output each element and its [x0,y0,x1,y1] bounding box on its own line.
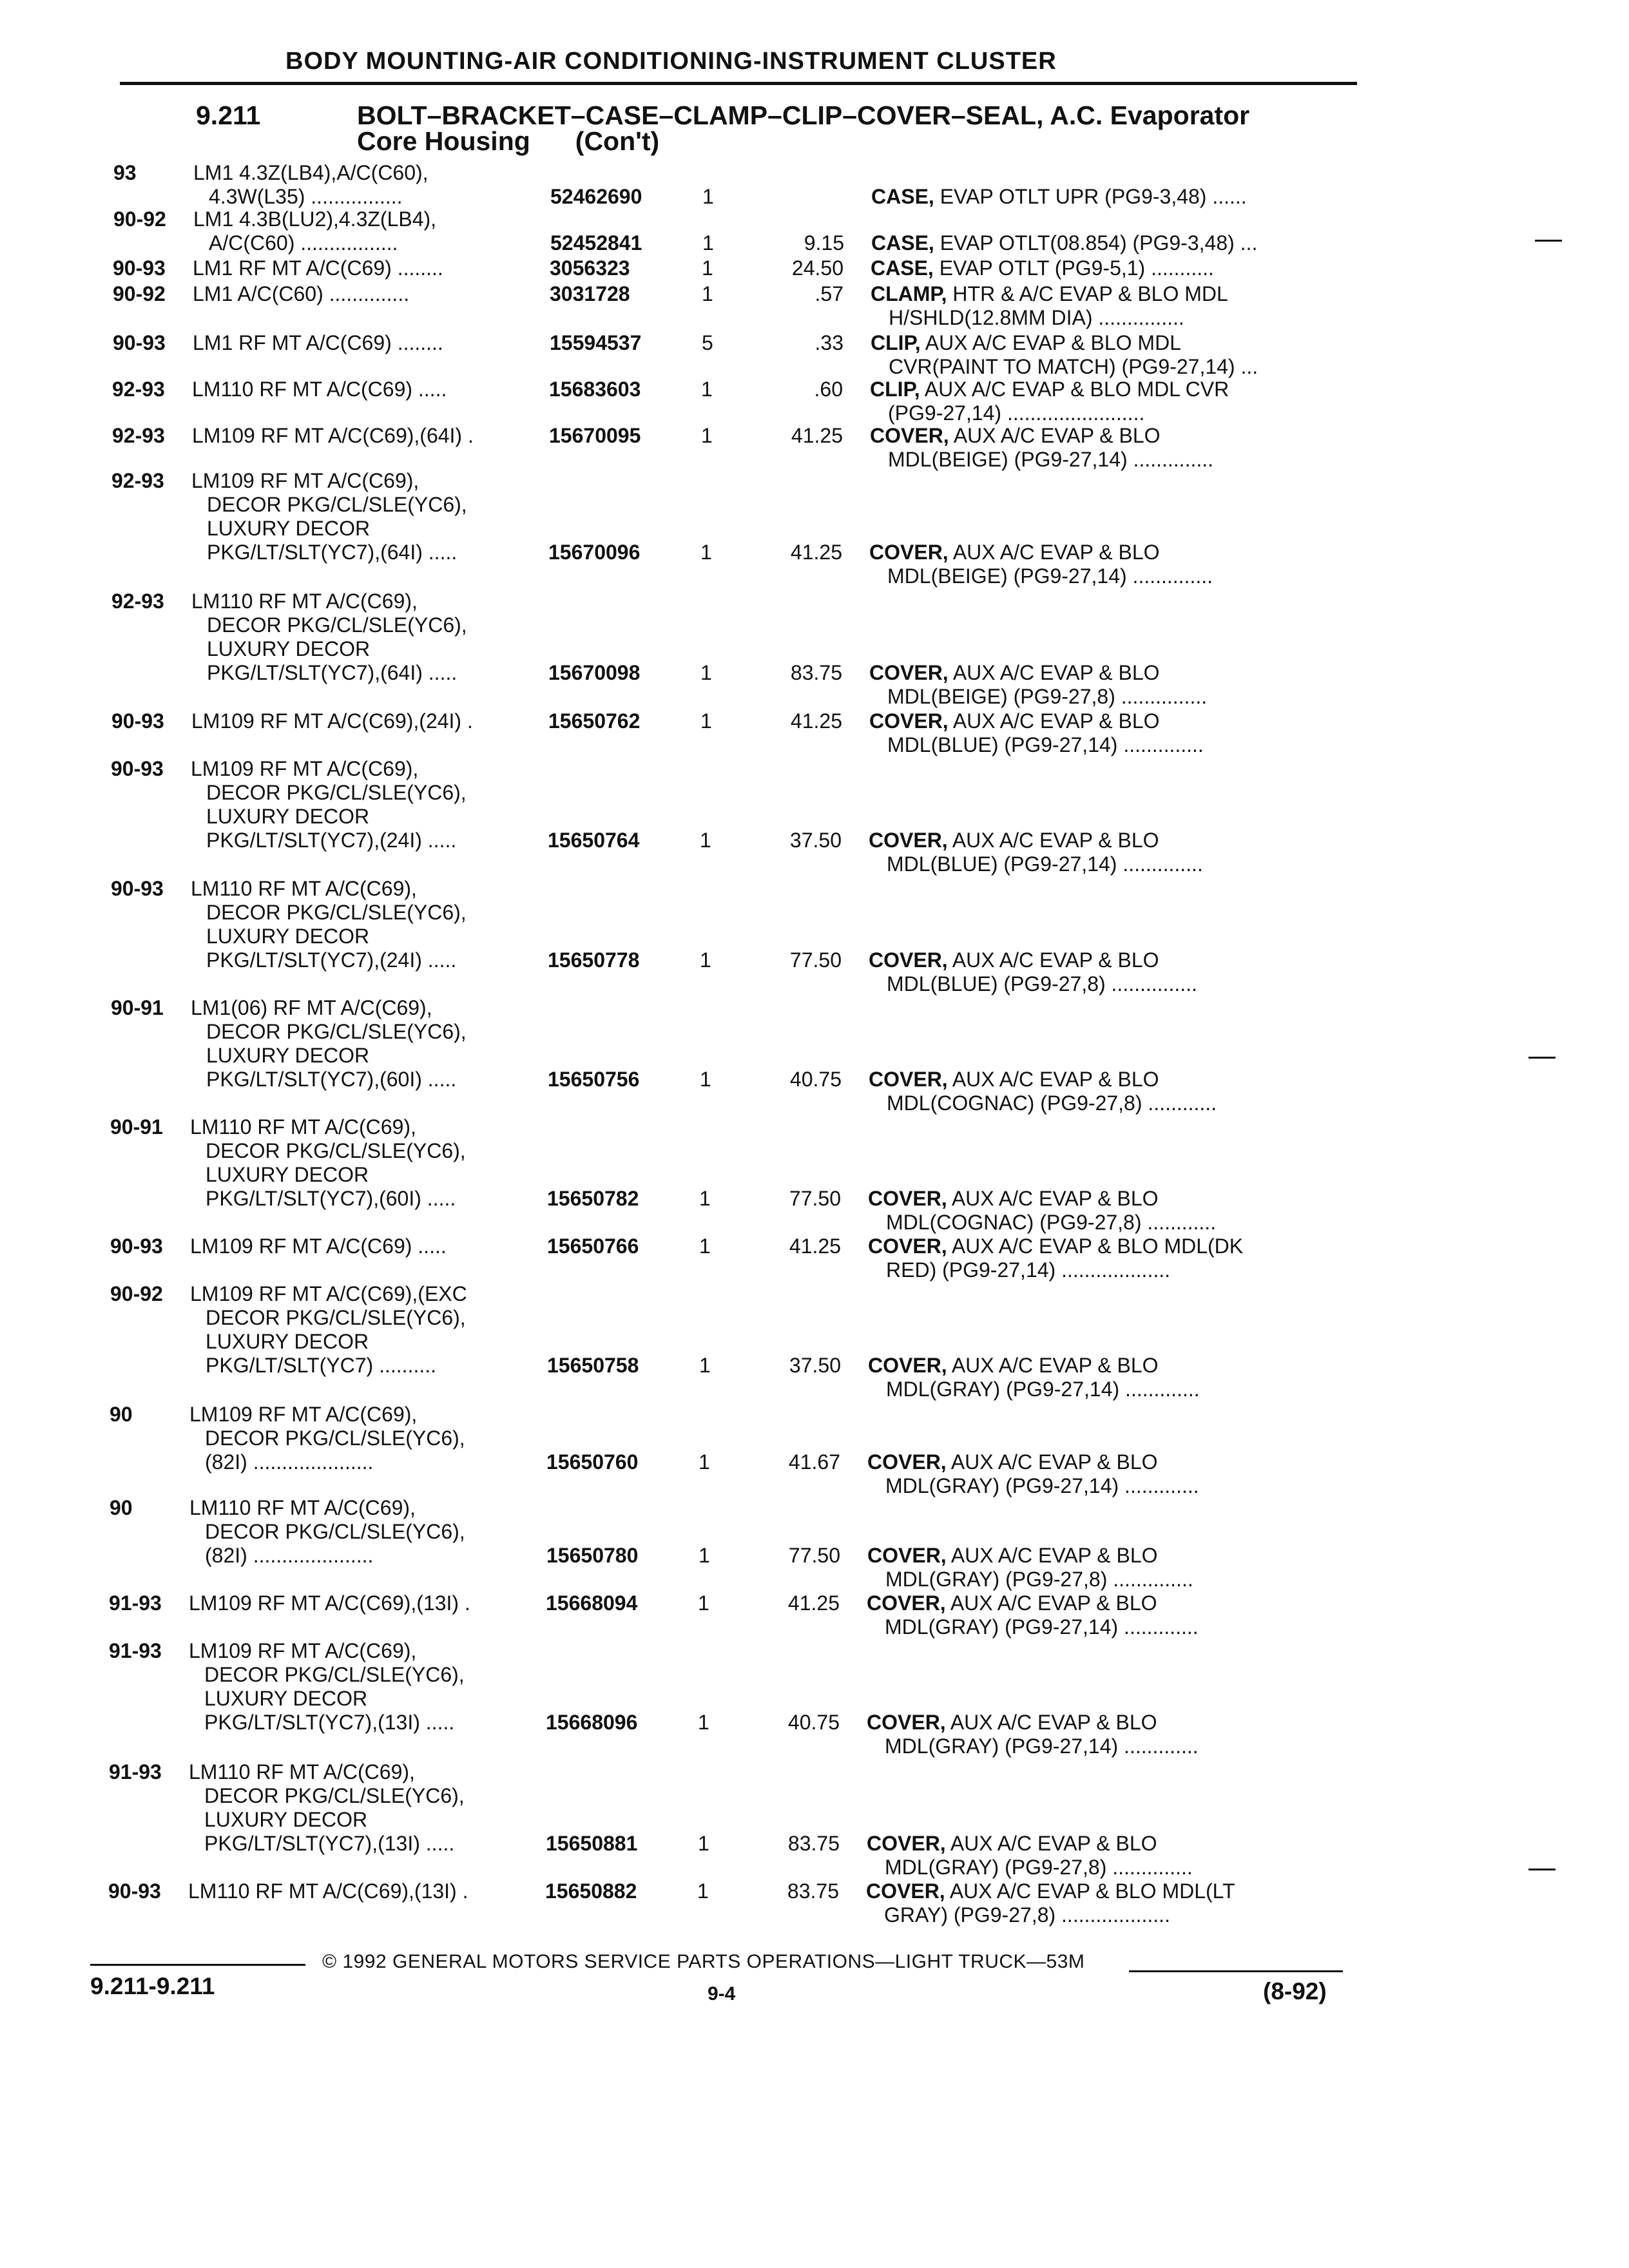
price: 41.25 [791,424,843,447]
part-number: 15650782 [547,1187,639,1210]
part-name-line: MDL(GRAY) (PG9-27,8) .............. [885,1568,1193,1591]
model-years: 90-92 [113,282,166,305]
description-line: DECOR PKG/CL/SLE(YC6), [206,781,467,804]
model-years: 90-93 [108,1879,161,1903]
part-name [869,709,1204,757]
part-type: COVER, [867,1711,946,1734]
quantity: 1 [699,1544,710,1567]
copyright-notice: © 1992 GENERAL MOTORS SERVICE PARTS OPERATIONS—LIGHT TRUCK—53M [322,1951,1085,1972]
price: 41.67 [788,1450,840,1474]
part-name-line: COVER, AUX A/C EVAP & BLO [869,541,1160,564]
part-number: 15650758 [547,1354,639,1377]
part-type: COVER, [869,1068,948,1091]
quantity: 1 [701,424,713,447]
margin-tick [1528,1057,1556,1059]
part-number: 15650882 [545,1879,637,1903]
part-type: COVER, [870,424,949,447]
part-name-line: COVER, AUX A/C EVAP & BLO [868,1354,1159,1377]
part-name-line: CLIP, AUX A/C EVAP & BLO MDL [871,331,1181,354]
section-subtitle-text: Core Housing [357,126,530,156]
description-line: LM110 RF MT A/C(C69), [191,877,417,900]
description-line: LM1 RF MT A/C(C69) ........ [193,256,443,280]
application-description [191,469,467,564]
part-number: 15670095 [549,424,641,447]
application-description [191,709,473,733]
model-years: 92-93 [111,590,164,613]
description-line: LM110 RF MT A/C(C69), [190,1115,416,1139]
description-line: LUXURY DECOR [206,805,370,828]
part-number: 52462690 [550,185,642,208]
model-years: 92-93 [112,378,165,401]
part-name-line: MDL(COGNAC) (PG9-27,8) ............ [887,1091,1217,1115]
application-description [190,1282,467,1378]
part-number: 15650760 [546,1450,639,1474]
part-name [867,1450,1199,1498]
part-name [871,331,1258,379]
page-number: 9-4 [708,1983,736,2004]
description-line: DECOR PKG/CL/SLE(YC6), [204,1663,465,1686]
part-name-line: CASE, EVAP OTLT(08.854) (PG9-3,48) ... [871,231,1258,255]
part-name-line: H/SHLD(12.8MM DIA) ............... [889,306,1184,329]
application-description [190,1235,447,1258]
model-years: 90-92 [110,1282,163,1305]
margin-tick [1528,1869,1556,1870]
description-line: LM1 4.3B(LU2),4.3Z(LB4), [193,207,437,231]
part-name-line: MDL(BEIGE) (PG9-27,8) ............... [887,685,1208,708]
part-number: 15668096 [546,1711,638,1734]
quantity: 1 [699,1354,711,1377]
quantity: 1 [699,1450,710,1474]
part-number: 15683603 [549,378,641,401]
page-title: BODY MOUNTING-AIR CONDITIONING-INSTRUMENT CLUSTER [285,48,1057,75]
part-name-line: COVER, AUX A/C EVAP & BLO [869,948,1159,972]
description-line: LM109 RF MT A/C(C69),(13I) . [189,1591,470,1615]
quantity: 1 [700,709,712,733]
part-number: 15650764 [548,829,640,852]
description-line: LM109 RF MT A/C(C69) ..... [190,1235,447,1258]
part-name [870,378,1229,425]
application-description [193,256,443,280]
quantity: 5 [702,331,713,354]
description-line: LM1 4.3Z(LB4),A/C(C60), [193,161,429,184]
part-name-line: MDL(BEIGE) (PG9-27,14) .............. [887,564,1213,588]
part-name-line: CASE, EVAP OTLT (PG9-5,1) ........... [871,256,1214,280]
part-number: 15670098 [548,661,641,684]
part-name-line: COVER, AUX A/C EVAP & BLO MDL(DK [868,1235,1244,1258]
description-line: LM109 RF MT A/C(C69),(EXC [190,1282,467,1305]
model-years: 90-93 [111,757,164,780]
model-years: 90-93 [110,1235,163,1258]
description-line: LUXURY DECOR [206,1044,370,1067]
description-line: A/C(C60) ................. [209,231,398,255]
part-type: COVER, [868,1354,947,1377]
price: 41.25 [787,1591,840,1615]
part-name-line: MDL(GRAY) (PG9-27,14) ............. [885,1615,1199,1639]
description-line: LM109 RF MT A/C(C69), [189,1403,418,1426]
description-line: LM109 RF MT A/C(C69),(24I) . [191,709,473,733]
description-line: DECOR PKG/CL/SLE(YC6), [206,901,467,924]
part-name [871,185,1247,209]
model-years: 91-93 [109,1591,162,1615]
part-name-line: COVER, AUX A/C EVAP & BLO [867,1544,1158,1567]
part-name-line: COVER, AUX A/C EVAP & BLO [867,1711,1157,1734]
quantity: 1 [702,256,713,280]
quantity: 1 [700,948,711,972]
model-years: 92-93 [111,469,164,492]
section-number: 9.211 [196,101,261,130]
price: 83.75 [787,1879,839,1903]
price: 77.50 [789,948,842,972]
section-continued: (Con't) [575,126,660,156]
part-number: 15650762 [548,709,641,733]
description-line: PKG/LT/SLT(YC7),(64I) ..... [207,661,458,684]
part-number: 15670096 [548,541,641,564]
description-line: PKG/LT/SLT(YC7) .......... [206,1354,436,1377]
quantity: 1 [700,829,711,852]
model-years: 90-92 [113,207,166,231]
price: 37.50 [789,1354,841,1377]
description-line: LM109 RF MT A/C(C69),(64I) . [192,424,474,447]
model-years: 90-93 [113,256,166,280]
description-line: PKG/LT/SLT(YC7),(60I) ..... [206,1187,456,1210]
part-name [867,1711,1199,1758]
description-line: PKG/LT/SLT(YC7),(13I) ..... [204,1832,455,1855]
price: 83.75 [787,1832,840,1855]
part-name-line: COVER, AUX A/C EVAP & BLO [870,424,1161,447]
price: 40.75 [789,1068,842,1091]
part-number: 15594537 [550,331,642,354]
description-line: DECOR PKG/CL/SLE(YC6), [204,1784,465,1807]
quantity: 1 [700,1068,711,1091]
model-years: 90-93 [113,331,166,354]
part-type: COVER, [868,1187,947,1210]
part-type: COVER, [869,661,949,684]
description-line: (82I) ..................... [205,1450,374,1474]
part-name-line: COVER, AUX A/C EVAP & BLO [867,1832,1157,1855]
application-description [193,161,429,209]
description-line: LUXURY DECOR [206,925,370,948]
quantity: 1 [700,661,712,684]
part-name-line: CASE, EVAP OTLT UPR (PG9-3,48) ...... [871,185,1247,208]
part-name [867,1591,1199,1639]
application-description [191,590,467,685]
part-name-line: COVER, AUX A/C EVAP & BLO [867,1450,1158,1474]
part-type: COVER, [869,709,949,733]
price: 37.50 [789,829,842,852]
part-name-line: COVER, AUX A/C EVAP & BLO [869,829,1159,852]
quantity: 1 [702,231,714,255]
model-years: 90-91 [111,996,164,1019]
description-line: DECOR PKG/CL/SLE(YC6), [205,1520,465,1543]
part-number: 15650881 [546,1832,638,1855]
description-line: LM109 RF MT A/C(C69), [189,1639,417,1662]
part-name [869,541,1213,588]
part-name [868,1235,1243,1282]
part-name-line: COVER, AUX A/C EVAP & BLO [868,1187,1159,1210]
application-description [189,1760,465,1856]
part-name [867,1832,1193,1879]
part-name [869,1068,1217,1115]
part-name-line: GRAY) (PG9-27,8) ................... [884,1903,1170,1927]
description-line: PKG/LT/SLT(YC7),(13I) ..... [204,1711,455,1734]
description-line: LUXURY DECOR [207,517,371,540]
section-range: 9.211-9.211 [90,1973,215,1999]
description-line: LM1(06) RF MT A/C(C69), [191,996,432,1019]
model-years: 90 [110,1403,133,1426]
price: .33 [815,331,843,354]
part-name-line: COVER, AUX A/C EVAP & BLO [867,1591,1157,1615]
application-description [191,757,467,852]
part-type: CLIP, [870,378,920,401]
description-line: LM1 RF MT A/C(C69) ........ [193,331,443,354]
description-line: LM109 RF MT A/C(C69), [191,757,419,780]
part-name [871,231,1257,255]
price: 24.50 [791,256,843,280]
description-line: DECOR PKG/CL/SLE(YC6), [207,493,467,516]
part-type: COVER, [868,1235,947,1258]
part-number: 15650766 [547,1235,639,1258]
application-description [193,207,436,255]
description-line: LM110 RF MT A/C(C69),(13I) . [188,1879,468,1903]
model-years: 92-93 [112,424,165,447]
quantity: 1 [698,1832,709,1855]
price: 41.25 [790,709,842,733]
price: 77.50 [788,1544,840,1567]
part-type: CASE, [871,231,934,255]
price: .57 [815,282,843,305]
description-line: LM1 A/C(C60) .............. [193,282,410,305]
description-line: LUXURY DECOR [204,1808,368,1831]
application-description [189,1591,470,1615]
model-years: 90-93 [111,709,164,733]
application-description [188,1879,468,1903]
description-line: PKG/LT/SLT(YC7),(64I) ..... [207,541,458,564]
quantity: 1 [699,1187,711,1210]
model-years: 90-91 [110,1115,163,1139]
quantity: 1 [701,378,713,401]
part-name [870,424,1213,472]
price: 41.25 [790,541,842,564]
application-description [192,424,474,448]
part-type: CASE, [871,185,934,208]
part-type: COVER, [869,541,949,564]
part-name [871,282,1228,330]
price: 41.25 [789,1235,841,1258]
part-name [869,948,1197,996]
model-years: 90 [110,1496,133,1519]
quantity: 1 [702,282,713,305]
description-line: LUXURY DECOR [207,637,371,660]
model-years: 93 [113,161,137,184]
part-number: 15650780 [546,1544,639,1567]
price: 83.75 [790,661,842,684]
part-name-line: MDL(BLUE) (PG9-27,8) ............... [887,972,1197,995]
quantity: 1 [702,185,714,208]
description-line: LUXURY DECOR [206,1330,369,1353]
part-name [867,1544,1193,1591]
price: 9.15 [804,231,844,255]
price: .60 [814,378,843,401]
model-years: 90-93 [111,877,164,900]
description-line: DECOR PKG/CL/SLE(YC6), [205,1427,465,1450]
model-years: 91-93 [109,1760,162,1783]
description-line: LM110 RF MT A/C(C69) ..... [192,378,447,401]
part-number: 15668094 [546,1591,638,1615]
price: 77.50 [789,1187,841,1210]
application-description [192,378,447,401]
description-line: LM110 RF MT A/C(C69), [189,1760,415,1783]
description-line: (82I) ..................... [205,1544,374,1567]
description-line: LM109 RF MT A/C(C69), [191,469,419,492]
part-name-line: CLAMP, HTR & A/C EVAP & BLO MDL [871,282,1228,305]
application-description [189,1403,465,1474]
part-name-line: MDL(COGNAC) (PG9-27,8) ............ [886,1211,1217,1234]
quantity: 1 [697,1879,709,1903]
part-name-line: MDL(BLUE) (PG9-27,14) .............. [887,852,1203,876]
part-type: CLAMP, [871,282,947,305]
description-line: DECOR PKG/CL/SLE(YC6), [206,1139,466,1162]
part-name-line: COVER, AUX A/C EVAP & BLO [869,661,1160,684]
application-description [191,996,467,1091]
application-description [193,331,443,355]
quantity: 1 [698,1711,709,1734]
part-name-line: RED) (PG9-27,14) ................... [886,1258,1170,1282]
part-name-line: CLIP, AUX A/C EVAP & BLO MDL CVR [870,378,1229,401]
application-description [193,282,409,306]
part-type: COVER, [866,1879,945,1903]
part-name-line: MDL(GRAY) (PG9-27,8) .............. [885,1856,1193,1879]
model-years: 91-93 [109,1639,162,1662]
part-type: COVER, [867,1544,947,1567]
price: 40.75 [787,1711,840,1734]
part-name [868,1187,1216,1235]
description-line: LUXURY DECOR [206,1163,369,1186]
footer-rule-right [1129,1970,1343,1972]
part-name [871,256,1214,280]
part-name-line: COVER, AUX A/C EVAP & BLO [869,709,1160,733]
part-type: COVER, [869,829,948,852]
description-line: DECOR PKG/CL/SLE(YC6), [206,1306,466,1329]
description-line: 4.3W(L35) ................ [209,185,403,208]
section-title: BOLT–BRACKET–CASE–CLAMP–CLIP–COVER–SEAL, A.C. Evaporator [357,101,1250,130]
part-number: 3031728 [550,282,630,305]
description-line: LM110 RF MT A/C(C69), [191,590,418,613]
part-name-line: COVER, AUX A/C EVAP & BLO [869,1068,1159,1091]
part-type: COVER, [867,1832,946,1855]
part-number: 15650756 [548,1068,640,1091]
description-line: LM110 RF MT A/C(C69), [189,1496,416,1519]
description-line: PKG/LT/SLT(YC7),(24I) ..... [206,829,457,852]
part-name-line: MDL(BEIGE) (PG9-27,14) .............. [888,448,1214,471]
application-description [190,1115,466,1211]
description-line: LUXURY DECOR [204,1687,368,1710]
part-number: 3056323 [550,256,630,280]
part-type: COVER, [869,948,948,972]
description-line: DECOR PKG/CL/SLE(YC6), [206,1020,467,1043]
description-line: PKG/LT/SLT(YC7),(24I) ..... [206,948,457,972]
part-name [868,1354,1200,1401]
part-type: COVER, [867,1450,947,1474]
part-number: 52452841 [550,231,642,255]
footer-rule-left [90,1964,305,1966]
part-name-line: COVER, AUX A/C EVAP & BLO MDL(LT [866,1879,1235,1903]
part-type: CASE, [871,256,934,280]
part-name [869,661,1207,709]
quantity: 1 [700,541,712,564]
part-type: COVER, [867,1591,946,1615]
part-name-line: MDL(GRAY) (PG9-27,14) ............. [885,1735,1199,1758]
part-name-line: (PG9-27,14) ........................ [888,401,1145,425]
part-name [869,829,1203,876]
part-type: CLIP, [871,331,921,354]
quantity: 1 [698,1591,709,1615]
part-name-line: MDL(GRAY) (PG9-27,14) ............. [886,1378,1200,1401]
description-line: DECOR PKG/CL/SLE(YC6), [207,613,467,637]
part-name-line: MDL(GRAY) (PG9-27,14) ............. [885,1474,1199,1497]
part-name-line: CVR(PAINT TO MATCH) (PG9-27,14) ... [889,355,1258,378]
application-description [189,1639,465,1735]
application-description [189,1496,465,1568]
margin-tick [1535,240,1562,242]
part-name-line: MDL(BLUE) (PG9-27,14) .............. [887,733,1204,756]
quantity: 1 [699,1235,711,1258]
part-name [866,1879,1235,1927]
part-number: 15650778 [548,948,640,972]
revision-date: (8-92) [1263,1978,1327,2004]
description-line: PKG/LT/SLT(YC7),(60I) ..... [206,1068,457,1091]
application-description [191,877,467,972]
